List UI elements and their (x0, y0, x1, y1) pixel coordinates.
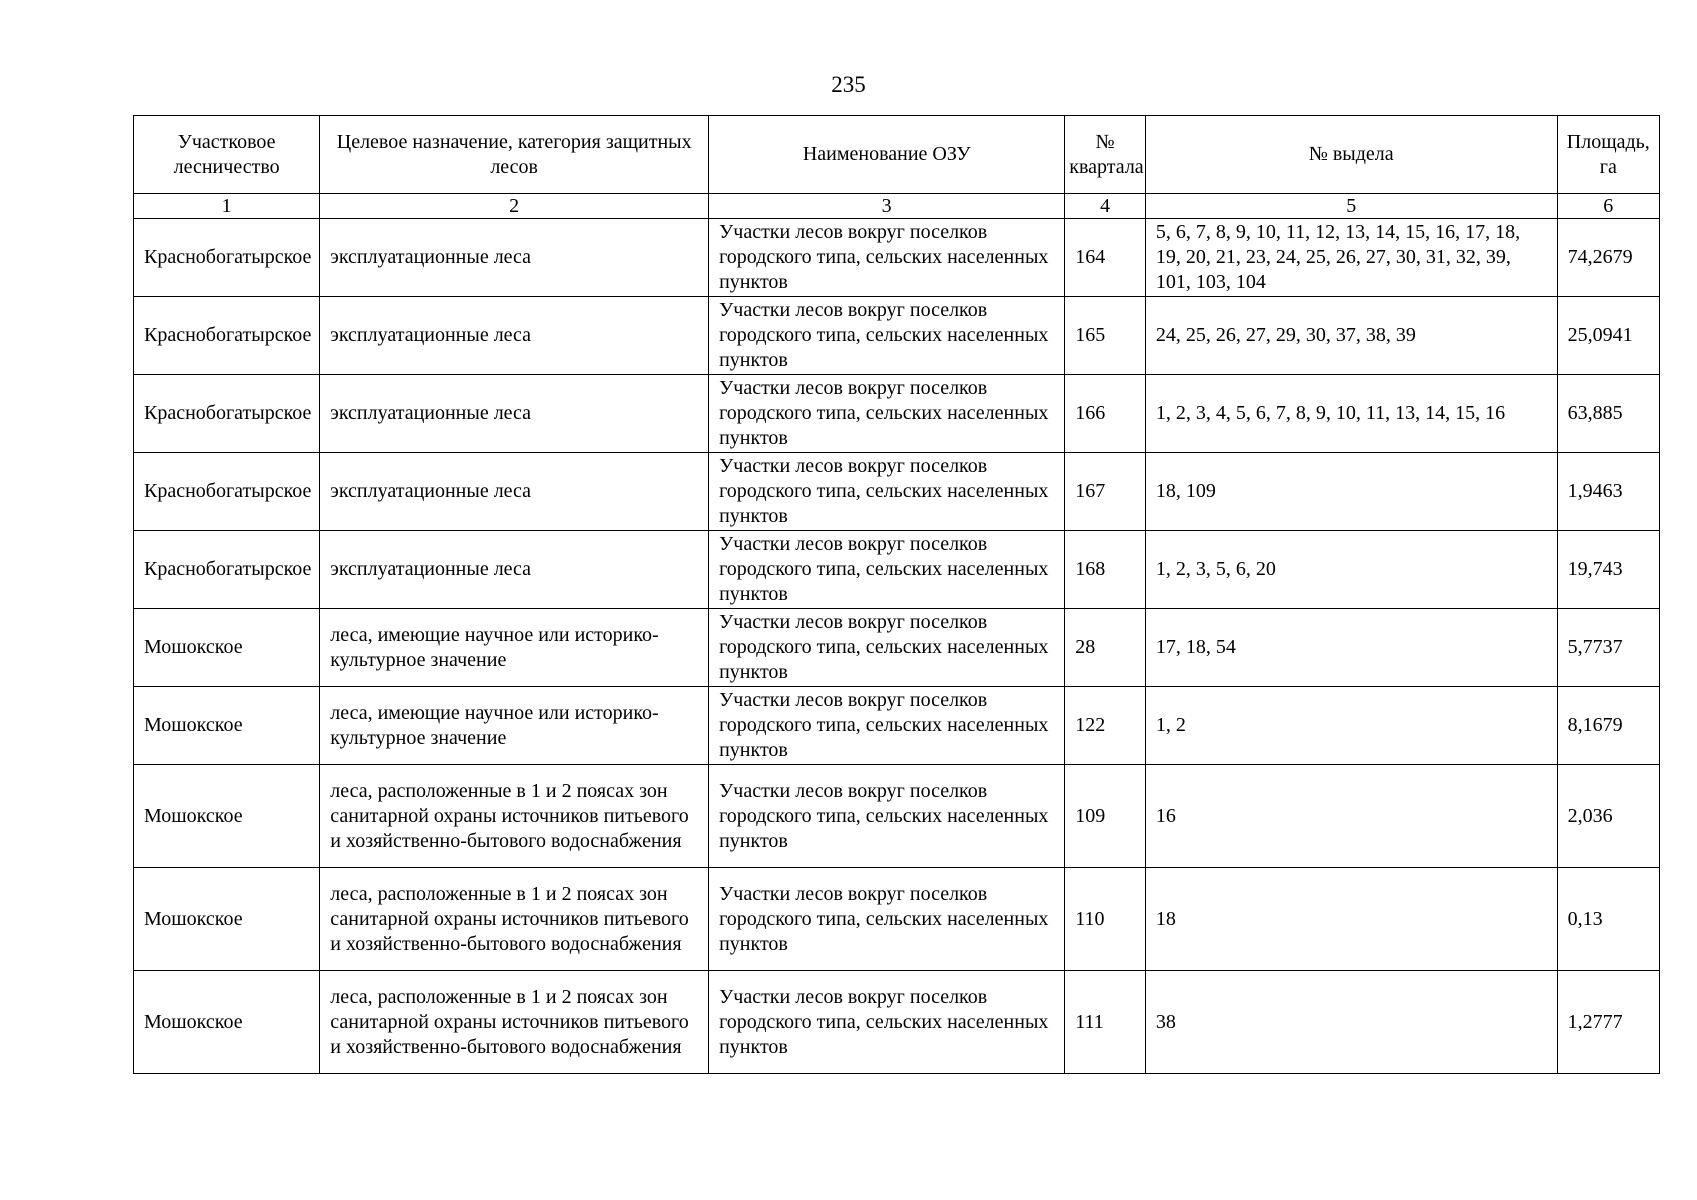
cell-area: 19,743 (1557, 531, 1659, 609)
cell-area: 1,2777 (1557, 971, 1659, 1074)
cell-area: 5,7737 (1557, 609, 1659, 687)
cell-quarter: 28 (1065, 609, 1146, 687)
header-quarter: № квартала (1065, 116, 1146, 194)
cell-area: 63,885 (1557, 375, 1659, 453)
cell-allotment: 16 (1145, 765, 1557, 868)
column-number: 2 (320, 194, 709, 219)
header-purpose: Целевое назначение, категория защитных лесов (320, 116, 709, 194)
table-row (134, 375, 1660, 453)
header-allotment: № выдела (1145, 116, 1557, 194)
cell-area: 1,9463 (1557, 453, 1659, 531)
cell-purpose: леса, имеющие научное или историко-культурное значение (320, 687, 709, 765)
cell-ozu-name: Участки лесов вокруг поселков городского типа, сельских населенных пунктов (709, 765, 1065, 868)
cell-area: 25,0941 (1557, 297, 1659, 375)
cell-forestry: Мошокское (134, 609, 320, 687)
header-forestry: Участковое лесничество (134, 116, 320, 194)
cell-ozu-name: Участки лесов вокруг поселков городского типа, сельских населенных пунктов (709, 453, 1065, 531)
table-row (134, 531, 1660, 609)
cell-ozu-name: Участки лесов вокруг поселков городского типа, сельских населенных пунктов (709, 297, 1065, 375)
cell-allotment: 1, 2, 3, 5, 6, 20 (1145, 531, 1557, 609)
cell-allotment: 38 (1145, 971, 1557, 1074)
cell-ozu-name: Участки лесов вокруг поселков городского типа, сельских населенных пунктов (709, 868, 1065, 971)
column-number-row (134, 194, 1660, 219)
cell-quarter: 168 (1065, 531, 1146, 609)
table-row (134, 765, 1660, 868)
table-head (134, 116, 1660, 219)
cell-purpose: эксплуатационные леса (320, 531, 709, 609)
cell-forestry: Краснобогатырское (134, 219, 320, 297)
table-row (134, 219, 1660, 297)
table-body (134, 219, 1660, 1074)
cell-allotment: 1, 2 (1145, 687, 1557, 765)
cell-purpose: леса, расположенные в 1 и 2 поясах зон санитарной охраны источников питьевого и хозяйственно-бытового водоснабжения (320, 971, 709, 1074)
cell-quarter: 122 (1065, 687, 1146, 765)
cell-forestry: Мошокское (134, 971, 320, 1074)
table-row (134, 687, 1660, 765)
cell-ozu-name: Участки лесов вокруг поселков городского типа, сельских населенных пунктов (709, 971, 1065, 1074)
cell-allotment: 24, 25, 26, 27, 29, 30, 37, 38, 39 (1145, 297, 1557, 375)
cell-forestry: Краснобогатырское (134, 453, 320, 531)
header-area: Площадь, га (1557, 116, 1659, 194)
cell-area: 74,2679 (1557, 219, 1659, 297)
cell-quarter: 110 (1065, 868, 1146, 971)
cell-quarter: 164 (1065, 219, 1146, 297)
cell-purpose: эксплуатационные леса (320, 453, 709, 531)
cell-area: 0,13 (1557, 868, 1659, 971)
cell-forestry: Мошокское (134, 765, 320, 868)
cell-allotment: 17, 18, 54 (1145, 609, 1557, 687)
cell-forestry: Мошокское (134, 687, 320, 765)
cell-ozu-name: Участки лесов вокруг поселков городского типа, сельских населенных пунктов (709, 531, 1065, 609)
cell-ozu-name: Участки лесов вокруг поселков городского типа, сельских населенных пунктов (709, 687, 1065, 765)
cell-purpose: леса, имеющие научное или историко-культурное значение (320, 609, 709, 687)
column-number: 1 (134, 194, 320, 219)
forest-areas-table (133, 115, 1660, 1074)
cell-forestry: Краснобогатырское (134, 531, 320, 609)
cell-allotment: 5, 6, 7, 8, 9, 10, 11, 12, 13, 14, 15, 16, 17, 18, 19, 20, 21, 23, 24, 25, 26, 27, 30, 31, 32, 39, 101, 103, 104 (1145, 219, 1557, 297)
cell-area: 2,036 (1557, 765, 1659, 868)
cell-purpose: эксплуатационные леса (320, 219, 709, 297)
header-row (134, 116, 1660, 194)
cell-allotment: 1, 2, 3, 4, 5, 6, 7, 8, 9, 10, 11, 13, 14, 15, 16 (1145, 375, 1557, 453)
table-row (134, 297, 1660, 375)
cell-allotment: 18, 109 (1145, 453, 1557, 531)
cell-quarter: 166 (1065, 375, 1146, 453)
cell-forestry: Мошокское (134, 868, 320, 971)
table-row (134, 868, 1660, 971)
cell-purpose: леса, расположенные в 1 и 2 поясах зон санитарной охраны источников питьевого и хозяйственно-бытового водоснабжения (320, 868, 709, 971)
cell-ozu-name: Участки лесов вокруг поселков городского типа, сельских населенных пунктов (709, 219, 1065, 297)
cell-quarter: 111 (1065, 971, 1146, 1074)
table-row (134, 453, 1660, 531)
cell-purpose: эксплуатационные леса (320, 375, 709, 453)
cell-ozu-name: Участки лесов вокруг поселков городского типа, сельских населенных пунктов (709, 375, 1065, 453)
column-number: 5 (1145, 194, 1557, 219)
cell-quarter: 109 (1065, 765, 1146, 868)
cell-forestry: Краснобогатырское (134, 297, 320, 375)
cell-quarter: 165 (1065, 297, 1146, 375)
column-number: 3 (709, 194, 1065, 219)
cell-purpose: эксплуатационные леса (320, 297, 709, 375)
cell-purpose: леса, расположенные в 1 и 2 поясах зон санитарной охраны источников питьевого и хозяйственно-бытового водоснабжения (320, 765, 709, 868)
column-number: 4 (1065, 194, 1146, 219)
header-ozu-name: Наименование ОЗУ (709, 116, 1065, 194)
page-number: 235 (831, 72, 866, 97)
cell-allotment: 18 (1145, 868, 1557, 971)
cell-quarter: 167 (1065, 453, 1146, 531)
column-number: 6 (1557, 194, 1659, 219)
cell-forestry: Краснобогатырское (134, 375, 320, 453)
table-row (134, 609, 1660, 687)
cell-area: 8,1679 (1557, 687, 1659, 765)
cell-ozu-name: Участки лесов вокруг поселков городского типа, сельских населенных пунктов (709, 609, 1065, 687)
table-row (134, 971, 1660, 1074)
